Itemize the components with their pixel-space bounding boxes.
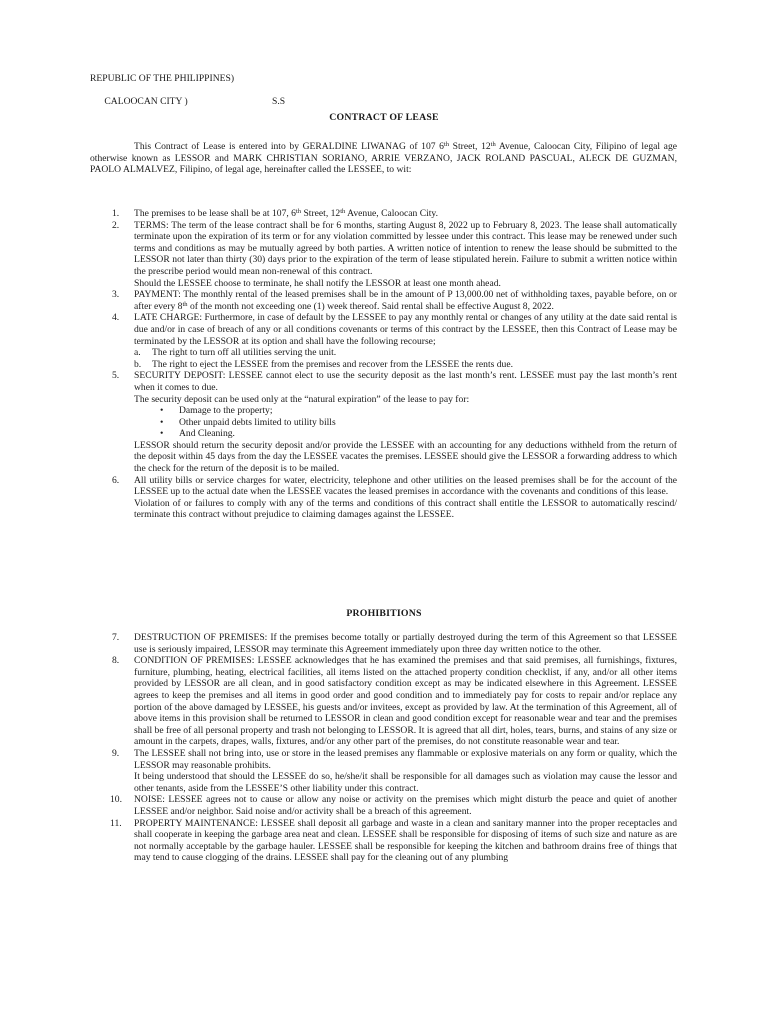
bullet-dot-icon: •: [160, 416, 164, 428]
term-5-security-deposit: 5. SECURITY DEPOSIT: LESSEE cannot elect to use the security deposit as the last month’s rent. LESSEE must pay the last month’s rent when it comes to due. The security deposit can be used only at the “natural expiration” of the lease to pay for: • Damage to the property; • Other unpaid debts limited to utility bills • And Cleaning. LESSOR should return the security deposit and/or provide the LESSEE with an accounting for any deductions withheld from the return of the deposit within 45 days from the day the LESSEE vacates the premises. LESSEE should give the LESSOR a forwarding address to which the check for the return of the deposit is to be mailed.: [112, 370, 677, 475]
caption-ss: S.S: [272, 96, 286, 108]
deposit-bullet: • Other unpaid debts limited to utility bills: [160, 416, 336, 428]
deposit-bullet: • Damage to the property;: [160, 405, 273, 417]
term-10-noise: 10. NOISE: LESSEE agrees not to cause or allow any noise or activity on the premises which might disturb the peace and quiet of another LESSEE and/or neighbor. Said noise and/or activity shall be a breach of this agreement.: [110, 794, 677, 817]
term-4-late-charge: 4. LATE CHARGE: Furthermore, in case of default by the LESSEE to pay any monthly rental or changes of any utility at the date said rental is due and/or in case of breach of any or all conditions covenants or terms of this contract by the LESSEE, then this Contract of Lease may be terminated by the LESSOR at its option and shall have the following recourse; a. The right to turn off all utilities serving the unit. b. The right to eject the LESSEE from the premises and recover from the LESSEE the rents due.: [112, 312, 677, 370]
bullet-dot-icon: •: [160, 428, 164, 440]
caption-city: CALOOCAN CITY ): [104, 96, 188, 108]
term-8-condition: 8. CONDITION OF PREMISES: LESSEE acknowledges that he has examined the premises and that said premises, all furnishings, fixtures, furniture, plumbing, heating, electrical facilities, all items listed on the attached property condition checklist, if any, and/or all other items provided by LESSOR are all clean, and in good satisfactory condition except as may be indicated elsewhere in this Agreement. LESSEE agrees to keep the premises and all items in good order and good condition and to immediately pay for costs to repair and/or replace any portion of the above damaged by LESSEE, his guests and/or invitees, except as provided by law. At the termination of this Agreement, all of above items in this provision shall be returned to LESSOR in clean and good condition except for reasonable wear and tear and the premises shall be free of all personal property and trash not belonging to LESSOR. It is agreed that all dirt, holes, tears, burns, and stains of any size or amount in the carpets, drapes, walls, fixtures, and/or any other part of the premises, do not constitute reasonable wear and tear.: [112, 655, 677, 748]
lease-terms-list: [90, 208, 677, 521]
term-2-terms: 2. TERMS: The term of the lease contract shall be for 6 months, starting August 8, 2022 up to February 8, 2023. The lease shall automatically terminate upon the expiration of its term or for any violation committed by lessee under this contract. This lease may be renewed under such terms and conditions as may be mutually agreed by both parties. A written notice of intention to renew the lease should be submitted to the LESSOR not later than thirty (30) days prior to the expiration of the term of lease stipulated herein. Failure to submit a written notice within the prescribe period would mean non-renewal of this contract. Should the LESSEE choose to terminate, he shall notify the LESSOR at least one month ahead.: [112, 219, 677, 289]
prohibitions-heading: PROHIBITIONS: [346, 608, 422, 619]
term-7-destruction: 7. DESTRUCTION OF PREMISES: If the premises become totally or partially destroyed during the term of this Agreement so that LESSEE use is seriously impaired, LESSOR may terminate this Agreement immediately upon three day written notice to the other.: [112, 632, 677, 655]
term-3-payment: 3. PAYMENT: The monthly rental of the leased premises shall be in the amount of P 13,000.00 net of withholding taxes, payable before, on or after every 8th of the month not exceeding one (1) week thereof. Said rental shall be effective August 8, 2022.: [112, 289, 677, 312]
term-11-maintenance: 11. PROPERTY MAINTENANCE: LESSEE shall deposit all garbage and waste in a clean and sanitary manner into the proper receptacles and shall cooperate in keeping the garbage area neat and clean. LESSEE shall be responsible for disposing of items of such size and nature as are not normally acceptable by the garbage hauler. LESSEE shall be responsible for keeping the kitchen and bathroom drains free of things that may tend to cause clogging of the drains. LESSEE shall pay for the cleaning out of any plumbing: [110, 817, 677, 864]
recourse-b: b. The right to eject the LESSEE from the premises and recover from the LESSEE the rents due.: [134, 358, 513, 370]
caption-republic: REPUBLIC OF THE PHILIPPINES): [90, 73, 235, 84]
document-title: CONTRACT OF LEASE: [329, 112, 439, 123]
term-1-premises: 1. The premises to be lease shall be at 107, 6th Street, 12th Avenue, Caloocan City.: [112, 208, 438, 219]
deposit-bullet: • And Cleaning.: [160, 428, 235, 440]
prohibitions-list: [90, 632, 677, 864]
recourse-a: a. The right to turn off all utilities serving the unit.: [134, 347, 337, 359]
term-9-flammables: 9. The LESSEE shall not bring into, use or store in the leased premises any flammable or explosive materials on any form or quality, which the LESSOR may reasonable prohibits. It being understood that should the LESSEE do so, he/she/it shall be responsible for all damages such as violation may cause the lessor and other tenants, aside from the LESSEE’S other liability under this contract.: [112, 747, 677, 794]
term-6-utilities: 6. All utility bills or service charges for water, electricity, telephone and other utilities on the leased premises shall be for the account of the LESSEE up to the actual date when the LESSEE vacates the leased premises in accordance with the covenants and conditions of this lease. Violation of or failures to comply with any of the terms and conditions of this contract shall entitle the LESSOR to automatically rescind/ terminate this contract without prejudice to claiming damages against the LESSEE.: [112, 474, 677, 521]
intro-paragraph: This Contract of Lease is entered into by GERALDINE LIWANAG of 107 6th Street, 12th Avenue, Caloocan City, Filipino of legal age otherwise known as LESSOR and MARK CHRISTIAN SORIANO, ARRIE VERZANO, JACK ROLAND PASCUAL, ALECK DE GUZMAN, PAOLO ALMALVEZ, Filipino, of legal age, hereinafter called the LESSEE, to wit:: [90, 141, 677, 176]
bullet-dot-icon: •: [160, 405, 164, 417]
